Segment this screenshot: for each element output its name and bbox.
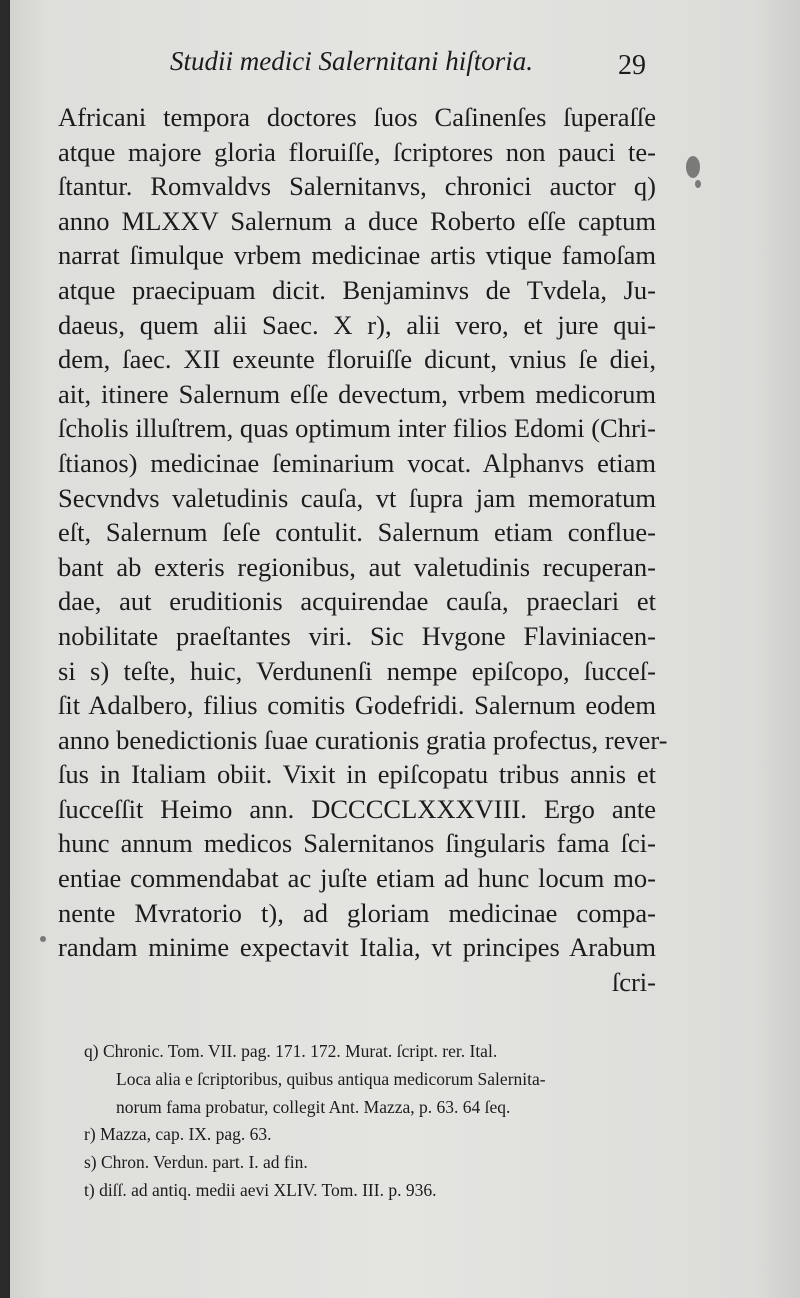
catchword: ſcri-	[611, 966, 656, 997]
footnote-q-continued: norum fama probatur, collegit Ant. Mazza, p. 63. 64 ſeq.	[116, 1096, 511, 1117]
text-line: nente Mvratorio t), ad gloriam medicinae compa-	[58, 897, 656, 928]
text-line: daeus, quem alii Saec. X r), alii vero, et jure qui-	[58, 309, 656, 340]
text-line: ſus in Italiam obiit. Vixit in epiſcopatu tribus annis et	[58, 759, 656, 790]
ink-spot	[686, 156, 700, 178]
main-text	[58, 100, 668, 999]
footnotes	[84, 1038, 664, 1205]
footnote-q: q) Chronic. Tom. VII. pag. 171. 172. Murat. ſcript. rer. Ital.	[84, 1041, 498, 1061]
page-edge-shadow	[0, 0, 10, 1298]
text-line: nobilitate praeſtantes viri. Sic Hvgone Flaviniacen-	[58, 620, 656, 651]
text-line: entiae commendabat ac juſte etiam ad hunc locum mo-	[58, 863, 656, 894]
text-line: si s) teſte, huic, Verdunenſi nempe epiſcopo, ſucceſ-	[58, 655, 656, 686]
text-line: atque praecipuam dicit. Benjaminvs de Tvdela, Ju-	[58, 274, 656, 305]
text-line: hunc annum medicos Salernitanos ſingularis fama ſci-	[58, 828, 656, 859]
text-line: Secvndvs valetudinis cauſa, vt ſupra jam memoratum	[58, 482, 656, 513]
text-line: anno MLXXV Salernum a duce Roberto eſſe captum	[58, 205, 656, 236]
text-line: ſtianos) medicinae ſeminarium vocat. Alphanvs etiam	[58, 447, 656, 478]
footnote-q-continued: Loca alia e ſcriptoribus, quibus antiqua medicorum Salernita-	[116, 1068, 546, 1089]
page-number: 29	[618, 50, 646, 81]
text-line: ſit Adalbero, filius comitis Godefridi. Salernum eodem	[58, 690, 656, 721]
text-line: Africani tempora doctores ſuos Caſinenſes ſuperaſſe	[58, 102, 656, 132]
text-line: ſtantur. Romvaldvs Salernitanvs, chronici auctor q)	[58, 171, 656, 202]
text-line: dae, aut eruditionis acquirendae cauſa, praeclari et	[58, 586, 656, 617]
ink-spot	[695, 180, 701, 188]
text-line: randam minime expectavit Italia, vt principes Arabum	[58, 932, 656, 963]
text-line: ait, itinere Salernum eſſe devectum, vrbem medicorum	[58, 378, 656, 409]
text-line: atque majore gloria floruiſſe, ſcriptores non pauci te-	[58, 136, 656, 167]
text-line: narrat ſimulque vrbem medicinae artis vtique famoſam	[58, 240, 656, 271]
footnote-t: t) diſſ. ad antiq. medii aevi XLIV. Tom. III. p. 936.	[84, 1179, 437, 1200]
text-line: eſt, Salernum ſeſe contulit. Salernum etiam conflue-	[58, 517, 656, 548]
footnote-s: s) Chron. Verdun. part. I. ad fin.	[84, 1152, 308, 1173]
text-line: bant ab exteris regionibus, aut valetudinis recuperan-	[58, 551, 656, 582]
footnote-r: r) Mazza, cap. IX. pag. 63.	[84, 1124, 272, 1145]
text-line: ſucceſſit Heimo ann. DCCCCLXXXVIII. Ergo ante	[58, 793, 656, 824]
ink-spot	[40, 936, 46, 942]
running-title: Studii medici Salernitani hiſtoria.	[170, 46, 533, 76]
text-line: ſcholis illuſtrem, quas optimum inter filios Edomi (Chri-	[58, 413, 656, 444]
text-line: anno benedictionis ſuae curationis gratia profectus, rever-	[58, 724, 668, 755]
text-line: dem, ſaec. XII exeunte floruiſſe dicunt, vnius ſe diei,	[58, 344, 656, 375]
